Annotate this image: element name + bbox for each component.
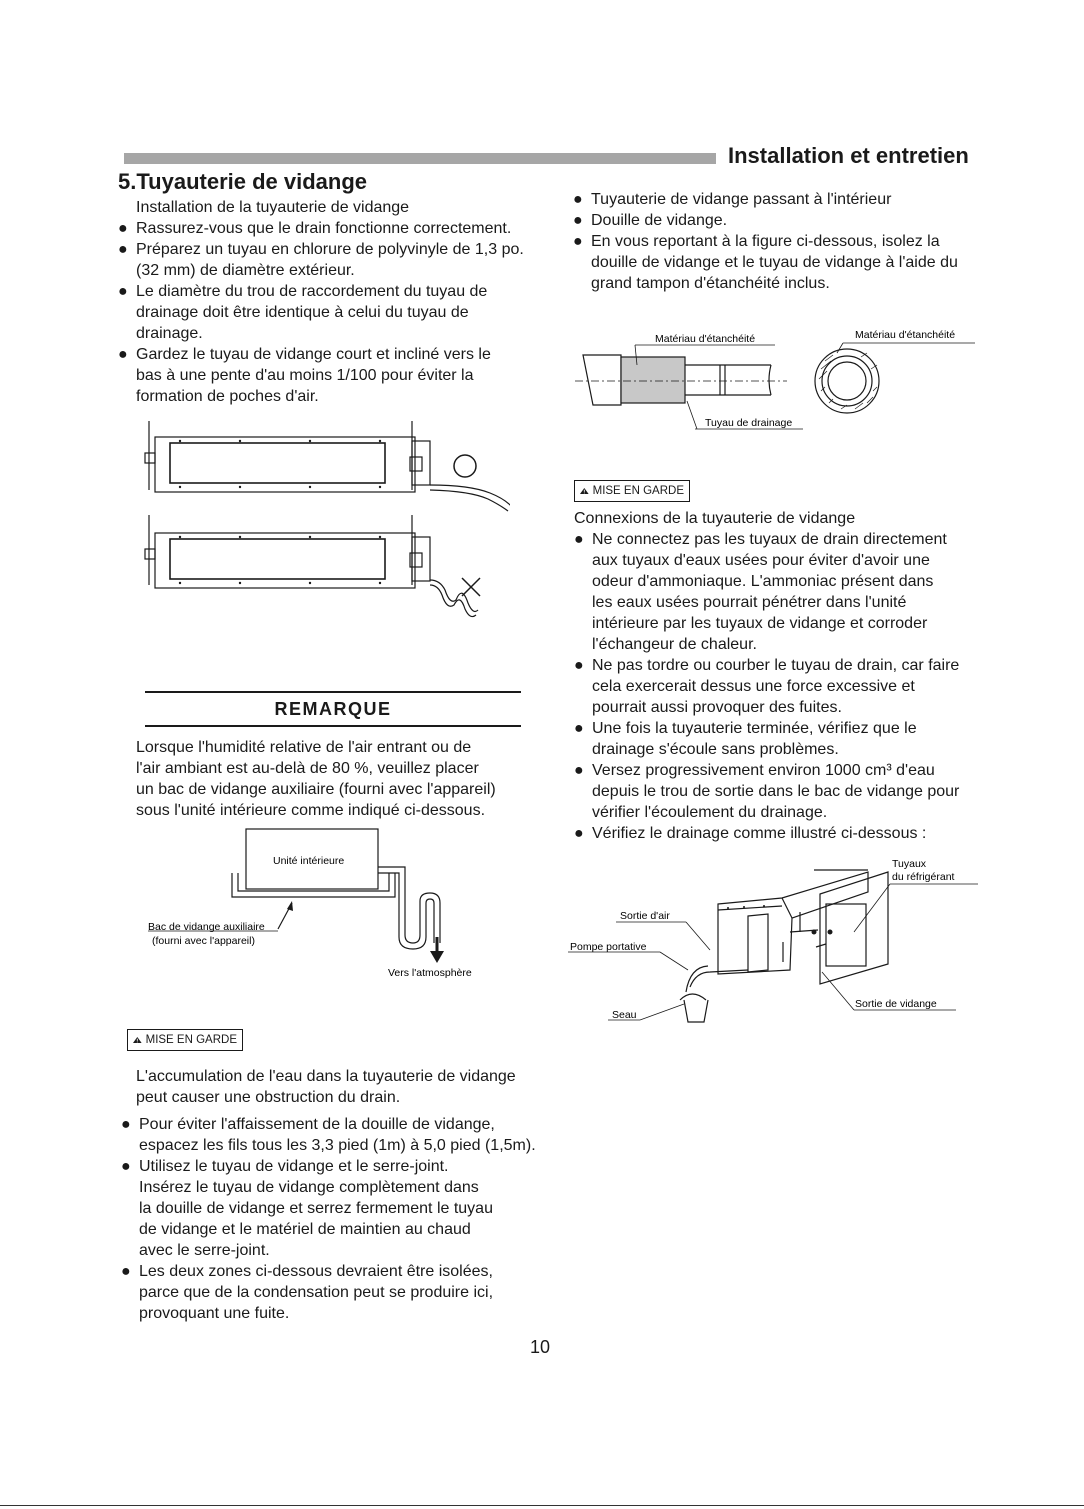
- unit-label: Unité intérieure: [273, 855, 345, 867]
- air-outlet-label: Sortie d'air: [620, 910, 670, 922]
- list-item: ● Les deux zones ci-dessous devraient être isolées,: [121, 1263, 493, 1280]
- list-item: ● Utilisez le tuyau de vidange et le serre-joint.: [121, 1158, 449, 1175]
- tray-label: Bac de vidange auxiliaire: [148, 921, 265, 933]
- remark-text: Lorsque l'humidité relative de l'air entrant ou de l'air ambiant est au-delà de 80 %, veuillez placer un bac de vidange auxiliaire (fourni avec l'appareil) sous l'unité intérieure comme indiqué ci-dessous.: [136, 739, 496, 819]
- bucket-label: Seau: [612, 1009, 637, 1021]
- section-title: 5.Tuyauterie de vidange: [118, 169, 368, 194]
- caution-left-bullets: ● Pour éviter l'affaissement de la douille de vidange, espacez les fils tous les 3,3 pied (1m) à 5,0 pied (1,5m). ● Utilisez le tuyau de vidange et le serre-joint. Insérez le tuyau de vidange complètement dans la douille de vidange et serrez fermement le tuyau de vidange et le matériel de maintien au chaud avec le serre-joint. ● Les deux zones ci-dessous devraient être isolées, parce que de la condensation peut se produire ici, provoquant une fuite.: [121, 1116, 536, 1322]
- list-item: ● Vérifiez le drainage comme illustré ci-dessous :: [574, 825, 927, 842]
- pipe-label: Tuyau de drainage: [705, 417, 793, 429]
- aux-tray-figure: [140, 825, 500, 985]
- warning-triangle-icon: [133, 1033, 142, 1047]
- tray-sublabel: (fourni avec l'appareil): [152, 935, 255, 947]
- list-item: ● Douille de vidange.: [573, 212, 728, 229]
- caution-badge-left: MISE EN GARDE: [127, 1029, 243, 1051]
- pipes-label: Tuyaux: [892, 858, 927, 870]
- drain-check-figure: [568, 852, 988, 1027]
- caution-right-bullets: ● Ne connectez pas les tuyaux de drain directement aux tuyaux d'eaux usées pour éviter d'avoir une odeur d'ammoniaque. L'ammoniac présent dans les eaux usées pourrait pénétrer dans l'unité intérieure par les tuyaux de vidange et corroder l'échangeur de chaleur. ● Ne pas tordre ou courber le tuyau de drain, car faire cela exercerait dessus une force excessive et pourrait aussi provoquer des fuites. ● Une fois la tuyauterie terminée, vérifiez que le drainage s'écoule sans problèmes. ● Versez progressivement environ 1000 cm³ d'eau depuis le trou de sortie dans le bac de vidange pour vérifier l'écoulement du drainage. ● Vérifiez le drainage comme illustré ci-dessous :: [574, 531, 960, 842]
- section-bullets: ● Rassurez-vous que le drain fonctionne correctement. ● Préparez un tuyau en chlorure de polyvinyle de 1,3 po. (32 mm) de diamètre extérieur. ● Le diamètre du trou de raccordement du tuyau de drainage doit être identique à celui du tuyau de drainage. ● Gardez le tuyau de vidange court et incliné vers le bas à une pente d'au moins 1/100 pour éviter la formation de poches d'air.: [118, 220, 524, 405]
- remark-title: REMARQUE: [274, 699, 392, 719]
- list-item: ● Ne connectez pas les tuyaux de drain directement: [574, 531, 947, 548]
- list-item: ● Rassurez-vous que le drain fonctionne correctement.: [118, 220, 512, 237]
- list-item: ● Pour éviter l'affaissement de la douille de vidange,: [121, 1116, 495, 1133]
- atmosphere-label: Vers l'atmosphère: [388, 967, 472, 979]
- caution-badge-right: MISE EN GARDE: [574, 480, 690, 502]
- seal-label-left: Matériau d'étanchéité: [655, 333, 756, 345]
- list-item: ● Une fois la tuyauterie terminée, vérifiez que le: [574, 720, 917, 737]
- warning-triangle-icon: [580, 484, 589, 498]
- list-item: ● Préparez un tuyau en chlorure de polyvinyle de 1,3 po.: [118, 241, 524, 258]
- right-bullets: ● Tuyauterie de vidange passant à l'intérieur ● Douille de vidange. ● En vous reportant à la figure ci-dessous, isolez la douille de vidange et le tuyau de vidange à l'aide du grand tampon d'étanchéité inclus.: [573, 191, 958, 292]
- list-item: ● Ne pas tordre ou courber le tuyau de drain, car faire: [574, 657, 960, 674]
- caution-right-heading: Connexions de la tuyauterie de vidange: [574, 510, 856, 527]
- seal-figure: [575, 325, 995, 435]
- bottom-rule: [0, 1505, 1084, 1506]
- remark-bottom-rule: [145, 725, 521, 727]
- list-item: ● Gardez le tuyau de vidange court et incliné vers le: [118, 346, 491, 363]
- header-bar: [124, 153, 716, 164]
- list-item: ● Versez progressivement environ 1000 cm³ d'eau: [574, 762, 935, 779]
- pump-label: Pompe portative: [570, 941, 647, 953]
- drain-outlet-label: Sortie de vidange: [855, 998, 937, 1010]
- section-intro: Installation de la tuyauterie de vidange: [136, 199, 410, 216]
- drain-slope-figure: [140, 415, 510, 625]
- list-item: ● En vous reportant à la figure ci-dessous, isolez la: [573, 233, 940, 250]
- list-item: ● Le diamètre du trou de raccordement du tuyau de: [118, 283, 488, 300]
- seal-label-right: Matériau d'étanchéité: [855, 329, 956, 341]
- remark-top-rule: [145, 691, 521, 693]
- cross-icon: [462, 578, 480, 596]
- header-title: Installation et entretien: [728, 143, 969, 168]
- caution-left-text: L'accumulation de l'eau dans la tuyauterie de vidange peut causer une obstruction du drain.: [136, 1068, 516, 1106]
- circle-ok-icon: [454, 455, 476, 477]
- page-number: 10: [530, 1337, 551, 1357]
- pipes-sublabel: du réfrigérant: [892, 871, 955, 883]
- list-item: ● Tuyauterie de vidange passant à l'intérieur: [573, 191, 892, 208]
